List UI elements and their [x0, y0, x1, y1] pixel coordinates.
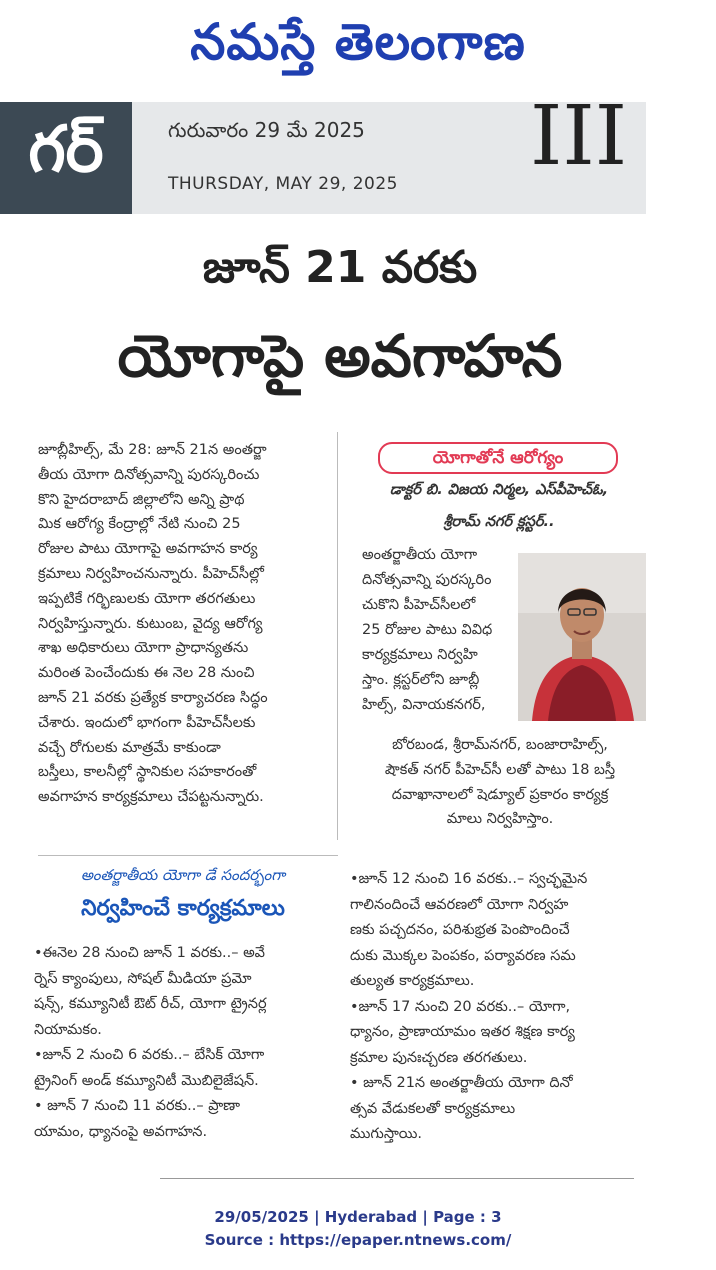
- sidebar-line: హిల్స్, వినాయకనగర్,: [362, 697, 486, 713]
- article-line: మిక ఆరోగ్య కేంద్రాల్లో నేటి నుంచి 25: [38, 516, 241, 533]
- sidebar-byline-place: శ్రీరామ్ నగర్ క్లస్టర్..: [443, 514, 555, 530]
- article-line: ఇప్పటికే గర్భిణులకు యోగా తరగతులు: [38, 590, 256, 607]
- article-line: వచ్చే రోగులకు మాత్రమే కాకుండా: [38, 739, 221, 756]
- column-divider: [337, 432, 338, 840]
- schedule-line: • జూన్ 7 నుంచి 11 వరకు..– ప్రాణా: [34, 1098, 241, 1114]
- main-article: [38, 438, 332, 810]
- schedule-line: తుల్యత కార్యక్రమాలు.: [350, 973, 475, 989]
- footer-edition: 29/05/2025 | Hyderabad | Page : 3: [214, 1208, 502, 1226]
- article-line: అవగాహన కార్యక్రమాలు చేపట్టనున్నారు.: [38, 789, 264, 806]
- headline-line-2: యోగాపై అవగాహన: [117, 322, 563, 390]
- schedule-line: ధ్యానం, ప్రాణాయామం ఇతర శిక్షణ కార్య: [350, 1024, 575, 1040]
- sidebar-tag: యోగాతోనే ఆరోగ్యం: [378, 442, 618, 474]
- sidebar-wide-text: [354, 733, 646, 832]
- schedule-line: త్సవ వేడుకలతో కార్యక్రమాలు: [350, 1100, 516, 1117]
- section-divider: [38, 855, 338, 856]
- sidebar-byline-name: డాక్టర్ బి. విజయ నిర్మల, ఎస్‌పీహెచ్ఓ,: [389, 482, 609, 498]
- schedule-line: క్రమాల పునఃచ్చరణ తరగతులు.: [350, 1049, 528, 1066]
- article-line: మరింత పెంచేందుకు ఈ నెల 28 నుంచి: [38, 665, 255, 682]
- sidebar-line: చుకొని పీహెచ్‌సీలలో: [362, 597, 476, 613]
- article-line: రోజుల పాటు యోగాపై అవగాహన కార్య: [38, 541, 258, 558]
- sidebar-line: షౌకత్ నగర్ పీహెచ్‌సీ లతో పాటు 18 బస్తీ: [384, 761, 616, 778]
- schedule-line: •జూన్ 17 నుంచి 20 వరకు..– యోగా,: [350, 998, 571, 1015]
- schedule-line: •జూన్ 2 నుంచి 6 వరకు..– బేసిక్ యోగా: [34, 1047, 265, 1063]
- sidebar-line: మాలు నిర్వహిస్తాం.: [446, 811, 554, 828]
- section-fragment: గర్: [0, 102, 132, 214]
- sidebar-narrow-text: [362, 543, 512, 718]
- schedule-subtitle: అంతర్జాతీయ యోగా డే సందర్భంగా: [80, 866, 286, 884]
- sidebar-line: అంతర్జాతీయ యోగా: [362, 547, 478, 563]
- sidebar-line: బోరబండ, శ్రీరామ్‌నగర్, బంజారాహిల్స్,: [392, 737, 608, 753]
- schedule-line: •జూన్ 12 నుంచి 16 వరకు..– స్వచ్ఛమైన: [350, 871, 588, 887]
- schedule-left-column: [34, 941, 328, 1145]
- schedule-line: ర్నెస్ క్యాంపులు, సోషల్ మీడియా ప్రమో: [34, 970, 252, 987]
- footer-source: Source : https://epaper.ntnews.com/: [204, 1231, 512, 1249]
- article-line: శాఖ అధికారులు యోగా ప్రాధాన్యతను: [38, 640, 249, 657]
- article-line: క్రమాలు నిర్వహించనున్నారు. పీహెచ్‌సీల్లో: [38, 565, 264, 582]
- article-line: కొని హైదరాబాద్ జిల్లాలోని అన్ని ప్రాథ: [38, 491, 245, 508]
- sidebar-line: దవాఖానాలలో షెడ్యూల్ ప్రకారం కార్యక్ర: [391, 786, 609, 803]
- schedule-line: యామం, ధ్యానంపై అవగాహన.: [34, 1123, 208, 1140]
- schedule-line: గాలినందించే ఆవరణలో యోగా నిర్వహ: [350, 896, 569, 913]
- schedule-line: షన్స్, కమ్యూనిటీ ఔట్ రీచ్, యోగా ట్రైనర్ల: [34, 996, 267, 1012]
- schedule-line: నియామకం.: [34, 1021, 102, 1038]
- article-line: చేశారు. ఇందులో భాగంగా పీహెచ్‌సీలకు: [38, 714, 256, 731]
- schedule-right-column: [350, 867, 642, 1148]
- article-line: నిర్వహిస్తున్నారు. కుటుంబ, వైద్య ఆరోగ్య: [38, 615, 263, 632]
- schedule-line: ముగుస్తాయి.: [350, 1126, 423, 1142]
- article-line: తీయ యోగా దినోత్సవాన్ని పురస్కరించు: [38, 466, 260, 483]
- schedule-line: ట్రైనింగ్ అండ్ కమ్యూనిటీ మొబిలైజేషన్.: [34, 1072, 259, 1089]
- sidebar-line: దినోత్సవాన్ని పురస్కరిం: [362, 572, 492, 588]
- article-line: జూన్ 21 వరకు ప్రత్యేక కార్యాచరణ సిద్ధం: [38, 689, 268, 706]
- date-english: THURSDAY, MAY 29, 2025: [168, 174, 398, 194]
- article-line: బస్తీలు, కాలనీల్లో స్థానికుల సహకారంతో: [38, 764, 257, 781]
- schedule-line: దుకు మొక్కల పెంపకం, పర్యావరణ సమ: [350, 947, 576, 964]
- page-mark: III: [530, 89, 628, 184]
- sidebar-line: కార్యక్రమాలు నిర్వహి: [362, 647, 478, 663]
- masthead-title: నమస్తే తెలంగాణ: [190, 13, 526, 71]
- sidebar-line: 25 రోజుల పాటు వివిధ: [362, 622, 493, 638]
- headline-line-1: జూన్ 21 వరకు: [202, 242, 478, 293]
- date-telugu: గురువారం 29 మే 2025: [168, 118, 365, 142]
- schedule-line: • జూన్ 21న అంతర్జాతీయ యోగా దినో: [350, 1075, 573, 1091]
- doctor-photo: [518, 553, 646, 721]
- schedule-line: •ఈనెల 28 నుంచి జూన్ 1 వరకు..– అవే: [34, 945, 265, 961]
- article-bottom-rule: [160, 1178, 634, 1179]
- article-line: జూబ్లీహిల్స్, మే 28: జూన్ 21న అంతర్జా: [38, 442, 267, 458]
- schedule-title: నిర్వహించే కార్యక్రమాలు: [81, 896, 285, 921]
- sidebar-line: స్తాం. క్లస్టర్‌లోని జూబ్లీ: [362, 672, 480, 688]
- schedule-line: ణకు పచ్చదనం, పరిశుభ్రత పెంపొందించే: [350, 922, 570, 938]
